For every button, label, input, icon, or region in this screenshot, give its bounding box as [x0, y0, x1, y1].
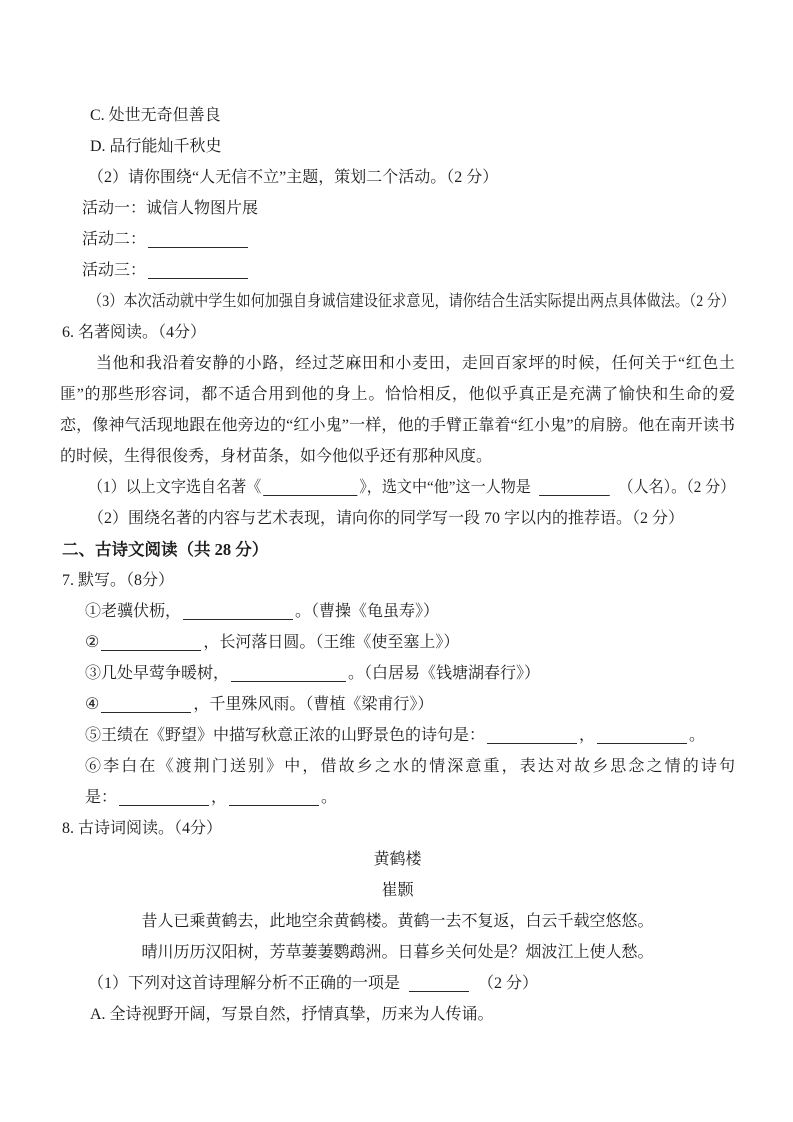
q7-item-6-line2: [60, 782, 735, 813]
q7-item-1-post: 。（曹操《龟虽寿》）: [295, 603, 440, 620]
q7-title: 7. 默写。（8分）: [62, 572, 175, 589]
q7-item-2-pre: ②: [85, 634, 100, 651]
q6-part1: [60, 472, 735, 503]
poem-line-2: 晴川历历汉阳树，芳草萋萋鹦鹉洲。日暮乡关何处是？烟波江上使人愁。: [141, 944, 654, 961]
section2-title: 二、古诗文阅读（共 28 分）: [62, 540, 269, 559]
q7-item-6-post: 。: [321, 789, 338, 806]
q7-item-5-mid: ，: [579, 727, 596, 744]
answer-blank: [229, 791, 319, 806]
q5-option-c: C. 处世无奇但善良: [90, 107, 221, 124]
q7-item-3-pre: ③几处早莺争暖树，: [85, 665, 230, 682]
q7-item-5-post: 。: [689, 727, 706, 744]
q8-part1: [60, 968, 735, 999]
q7-item-3: [60, 658, 735, 689]
q7-item-6-pre: 是：: [85, 789, 118, 806]
q7-item-4: [60, 689, 735, 720]
answer-blank: [263, 481, 357, 496]
q8-part1-pre: （1）下列对这首诗理解分析不正确的一项是: [88, 975, 401, 992]
answer-blank: [101, 698, 191, 713]
q5-activity-1: 活动一：诚信人物图片展: [82, 200, 259, 217]
q5-activity-2: [60, 224, 735, 255]
answer-blank: [183, 605, 293, 620]
q6-part1-text-1: （1）以上文字选自名著《: [88, 479, 262, 496]
q5-part3-text: （3）本次活动就中学生如何加强自身诚信建设征求意见，请你结合生活实际提出两点具体做法。（2 分）: [88, 293, 736, 310]
poem-author: 崔颢: [381, 882, 414, 899]
answer-blank: [148, 264, 248, 279]
q7-item-5-pre: ⑤王绩在《野望》中描写秋意正浓的山野景色的诗句是：: [85, 727, 486, 744]
q6-part1-text-3: （人名）。（2 分）: [618, 479, 736, 496]
q6-part2-text: （2）围绕名著的内容与艺术表现，请向你的同学写一段 70 字以内的推荐语。（2 分）: [88, 510, 685, 527]
answer-blank: [101, 636, 201, 651]
q7-item-4-pre: ④: [85, 696, 100, 713]
q7-item-1-pre: ①老骥伏枥，: [85, 603, 182, 620]
answer-blank: [409, 977, 469, 992]
answer-blank: [597, 729, 687, 744]
q7-item-6-mid: ，: [211, 789, 228, 806]
answer-blank: [119, 791, 209, 806]
q8-title: 8. 古诗词阅读。（4分）: [62, 820, 223, 837]
answer-blank: [539, 481, 610, 496]
q5-part3: [60, 286, 735, 317]
q5-part2: （2）请你围绕“人无信不立”主题，策划二个活动。（2 分）: [88, 169, 499, 186]
q7-item-3-post: 。（白居易《钱塘湖春行》）: [348, 665, 541, 682]
q7-item-5: [60, 720, 735, 751]
q5-activity-2-label: 活动二：: [82, 231, 147, 248]
q5-option-d: D. 品行能灿千秋史: [90, 138, 222, 155]
q6-passage: 当他和我沿着安静的小路，经过芝麻田和小麦田，走回百家坪的时候，任何关于“红色土匪”的那些形容词，都不适合用到他的身上。恰恰相反，他似乎真正是充满了愉快和生命的爱恋，像神气活现地跟在他旁边的“红小鬼”一样，他的手臂正靠着“红小鬼”的肩膀。他在南开读书的时候，生得很俊秀，身材苗条，如今他似乎还有那种风度。: [60, 355, 735, 465]
answer-blank: [148, 233, 248, 248]
q8-option-a: A. 全诗视野开阔，写景自然，抒情真挚，历来为人传诵。: [90, 1006, 494, 1023]
q7-item-1: [60, 596, 735, 627]
q5-activity-3-label: 活动三：: [82, 262, 147, 279]
q7-item-2: [60, 627, 735, 658]
q7-item-5-segments: [85, 720, 705, 751]
q6-title: 6. 名著阅读。（4分）: [62, 324, 207, 341]
poem-title: 黄鹤楼: [373, 851, 422, 868]
answer-blank: [231, 667, 346, 682]
q6-part2: [60, 503, 735, 534]
q5-activity-3: [60, 255, 735, 286]
q6-part1-segments: [88, 472, 735, 503]
q6-part1-text-2: 》，选文中“他”这一人物是: [359, 479, 531, 496]
q7-item-4-post: ，千里殊风雨。（曹植《梁甫行》）: [193, 696, 434, 713]
q7-item-6-line1: ⑥李白在《渡荆门送别》中，借故乡之水的情深意重，表达对故乡思念之情的诗句: [85, 758, 735, 775]
q8-part1-post: （2 分）: [478, 975, 539, 992]
answer-blank: [487, 729, 577, 744]
q7-item-2-post: ，长河落日圆。（王维《使至塞上》）: [203, 634, 460, 651]
poem-line-1: 昔人已乘黄鹤去，此地空余黄鹤楼。黄鹤一去不复返，白云千载空悠悠。: [141, 913, 654, 930]
